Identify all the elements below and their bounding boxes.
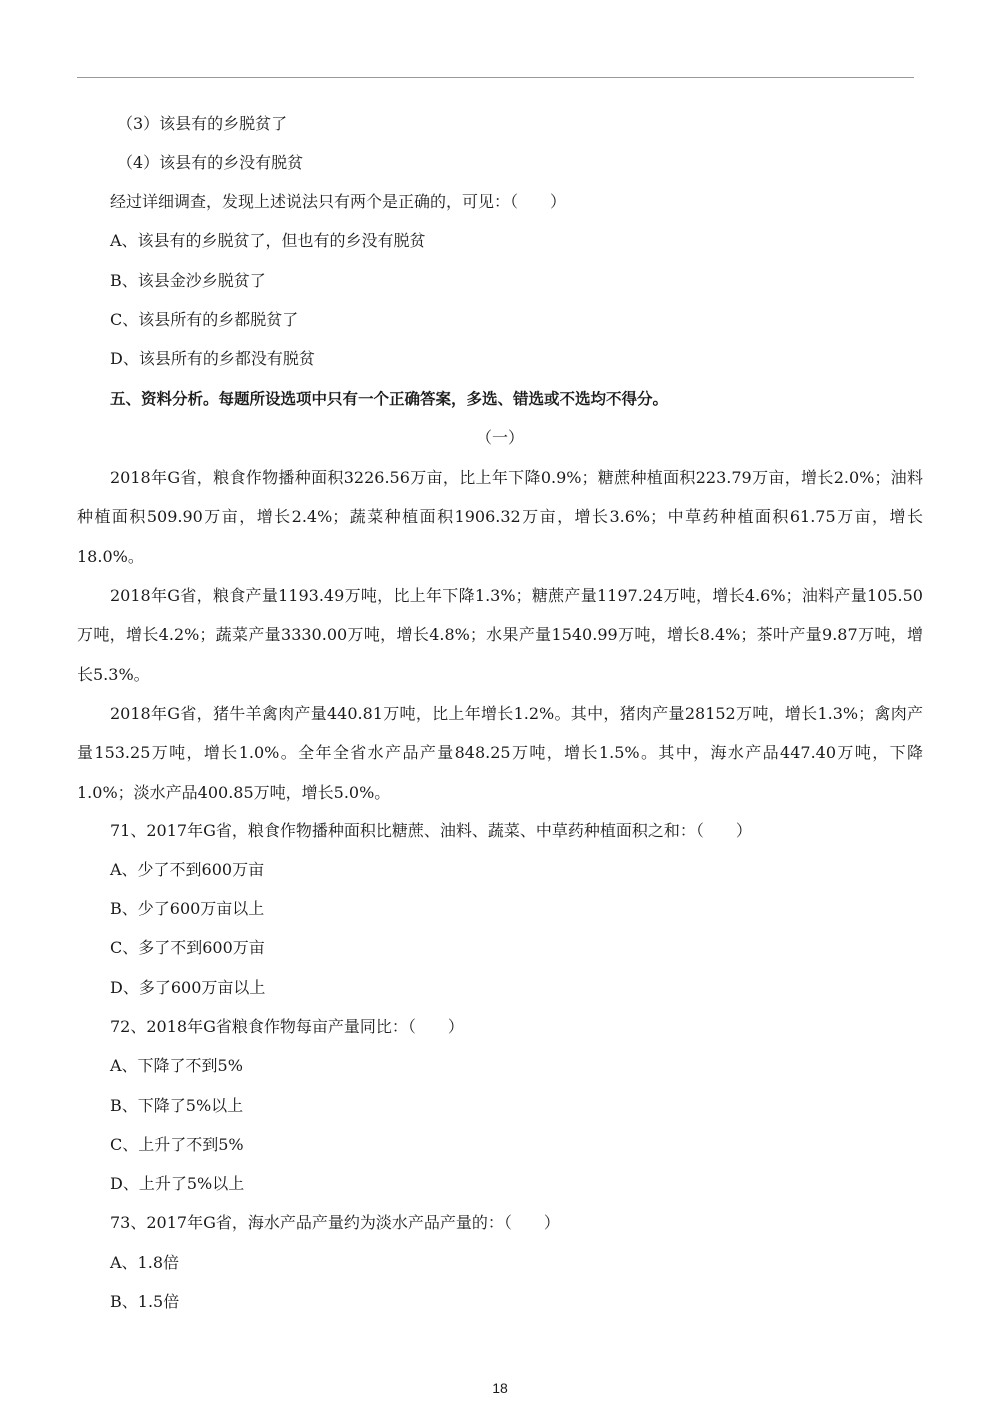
question-73-stem: 73、2017年G省，海水产品产量约为淡水产品产量的：（ ） [110, 1213, 560, 1232]
question-72-option-a: A、下降了不到5% [110, 1056, 243, 1075]
question-71-option-c: C、多了不到600万亩 [110, 938, 265, 957]
section-heading: 五、资料分析。每题所设选项中只有一个正确答案，多选、错选或不选均不得分。 [110, 390, 669, 408]
data-paragraph-3: 2018年G省，猪牛羊禽肉产量440.81万吨，比上年增长1.2%。其中，猪肉产量28152万吨，增长1.3%；禽肉产量153.25万吨，增长1.0%。全年全省水产品产量848.25万吨，增长1.5%。其中，海水产品447.40万吨，下降1.0%；淡水产品400.85万吨，增长5.0%。 [77, 704, 923, 802]
data-paragraph-2: 2018年G省，粮食产量1193.49万吨，比上年下降1.3%；糖蔗产量1197.24万吨，增长4.6%；油料产量105.50万吨，增长4.2%；蔬菜产量3330.00万吨，增长4.8%；水果产量1540.99万吨，增长8.4%；茶叶产量9.87万吨，增长5.3%。 [77, 586, 923, 684]
option-b: B、该县金沙乡脱贫了 [110, 271, 266, 290]
question-71-option-a: A、少了不到600万亩 [110, 860, 265, 879]
section-subheading: （一） [475, 428, 524, 447]
question-72-stem: 72、2018年G省粮食作物每亩产量同比：（ ） [110, 1017, 464, 1036]
question-73-option-b: B、1.5倍 [110, 1292, 180, 1311]
option-a: A、该县有的乡脱贫了，但也有的乡没有脱贫 [110, 231, 426, 250]
question-stem: 经过详细调查，发现上述说法只有两个是正确的，可见：（ ） [110, 192, 567, 211]
option-d: D、该县所有的乡都没有脱贫 [110, 349, 315, 368]
question-71-option-d: D、多了600万亩以上 [110, 978, 266, 997]
statement-3: （3）该县有的乡脱贫了 [117, 114, 288, 133]
question-73-option-a: A、1.8倍 [110, 1253, 180, 1272]
statement-4: （4）该县有的乡没有脱贫 [117, 153, 304, 172]
page-number: 18 [492, 1380, 508, 1396]
option-c: C、该县所有的乡都脱贫了 [110, 310, 299, 329]
data-paragraph-1: 2018年G省，粮食作物播种面积3226.56万亩，比上年下降0.9%；糖蔗种植面积223.79万亩，增长2.0%；油料种植面积509.90万亩，增长2.4%；蔬菜种植面积1906.32万亩，增长3.6%；中草药种植面积61.75万亩，增长18.0%。 [77, 468, 923, 566]
question-71-option-b: B、少了600万亩以上 [110, 899, 265, 918]
question-72-option-b: B、下降了5%以上 [110, 1096, 244, 1115]
header-rule [77, 77, 914, 78]
question-71-stem: 71、2017年G省，粮食作物播种面积比糖蔗、油料、蔬菜、中草药种植面积之和：（ ） [110, 821, 752, 840]
question-72-option-d: D、上升了5%以上 [110, 1174, 245, 1193]
question-72-option-c: C、上升了不到5% [110, 1135, 244, 1154]
